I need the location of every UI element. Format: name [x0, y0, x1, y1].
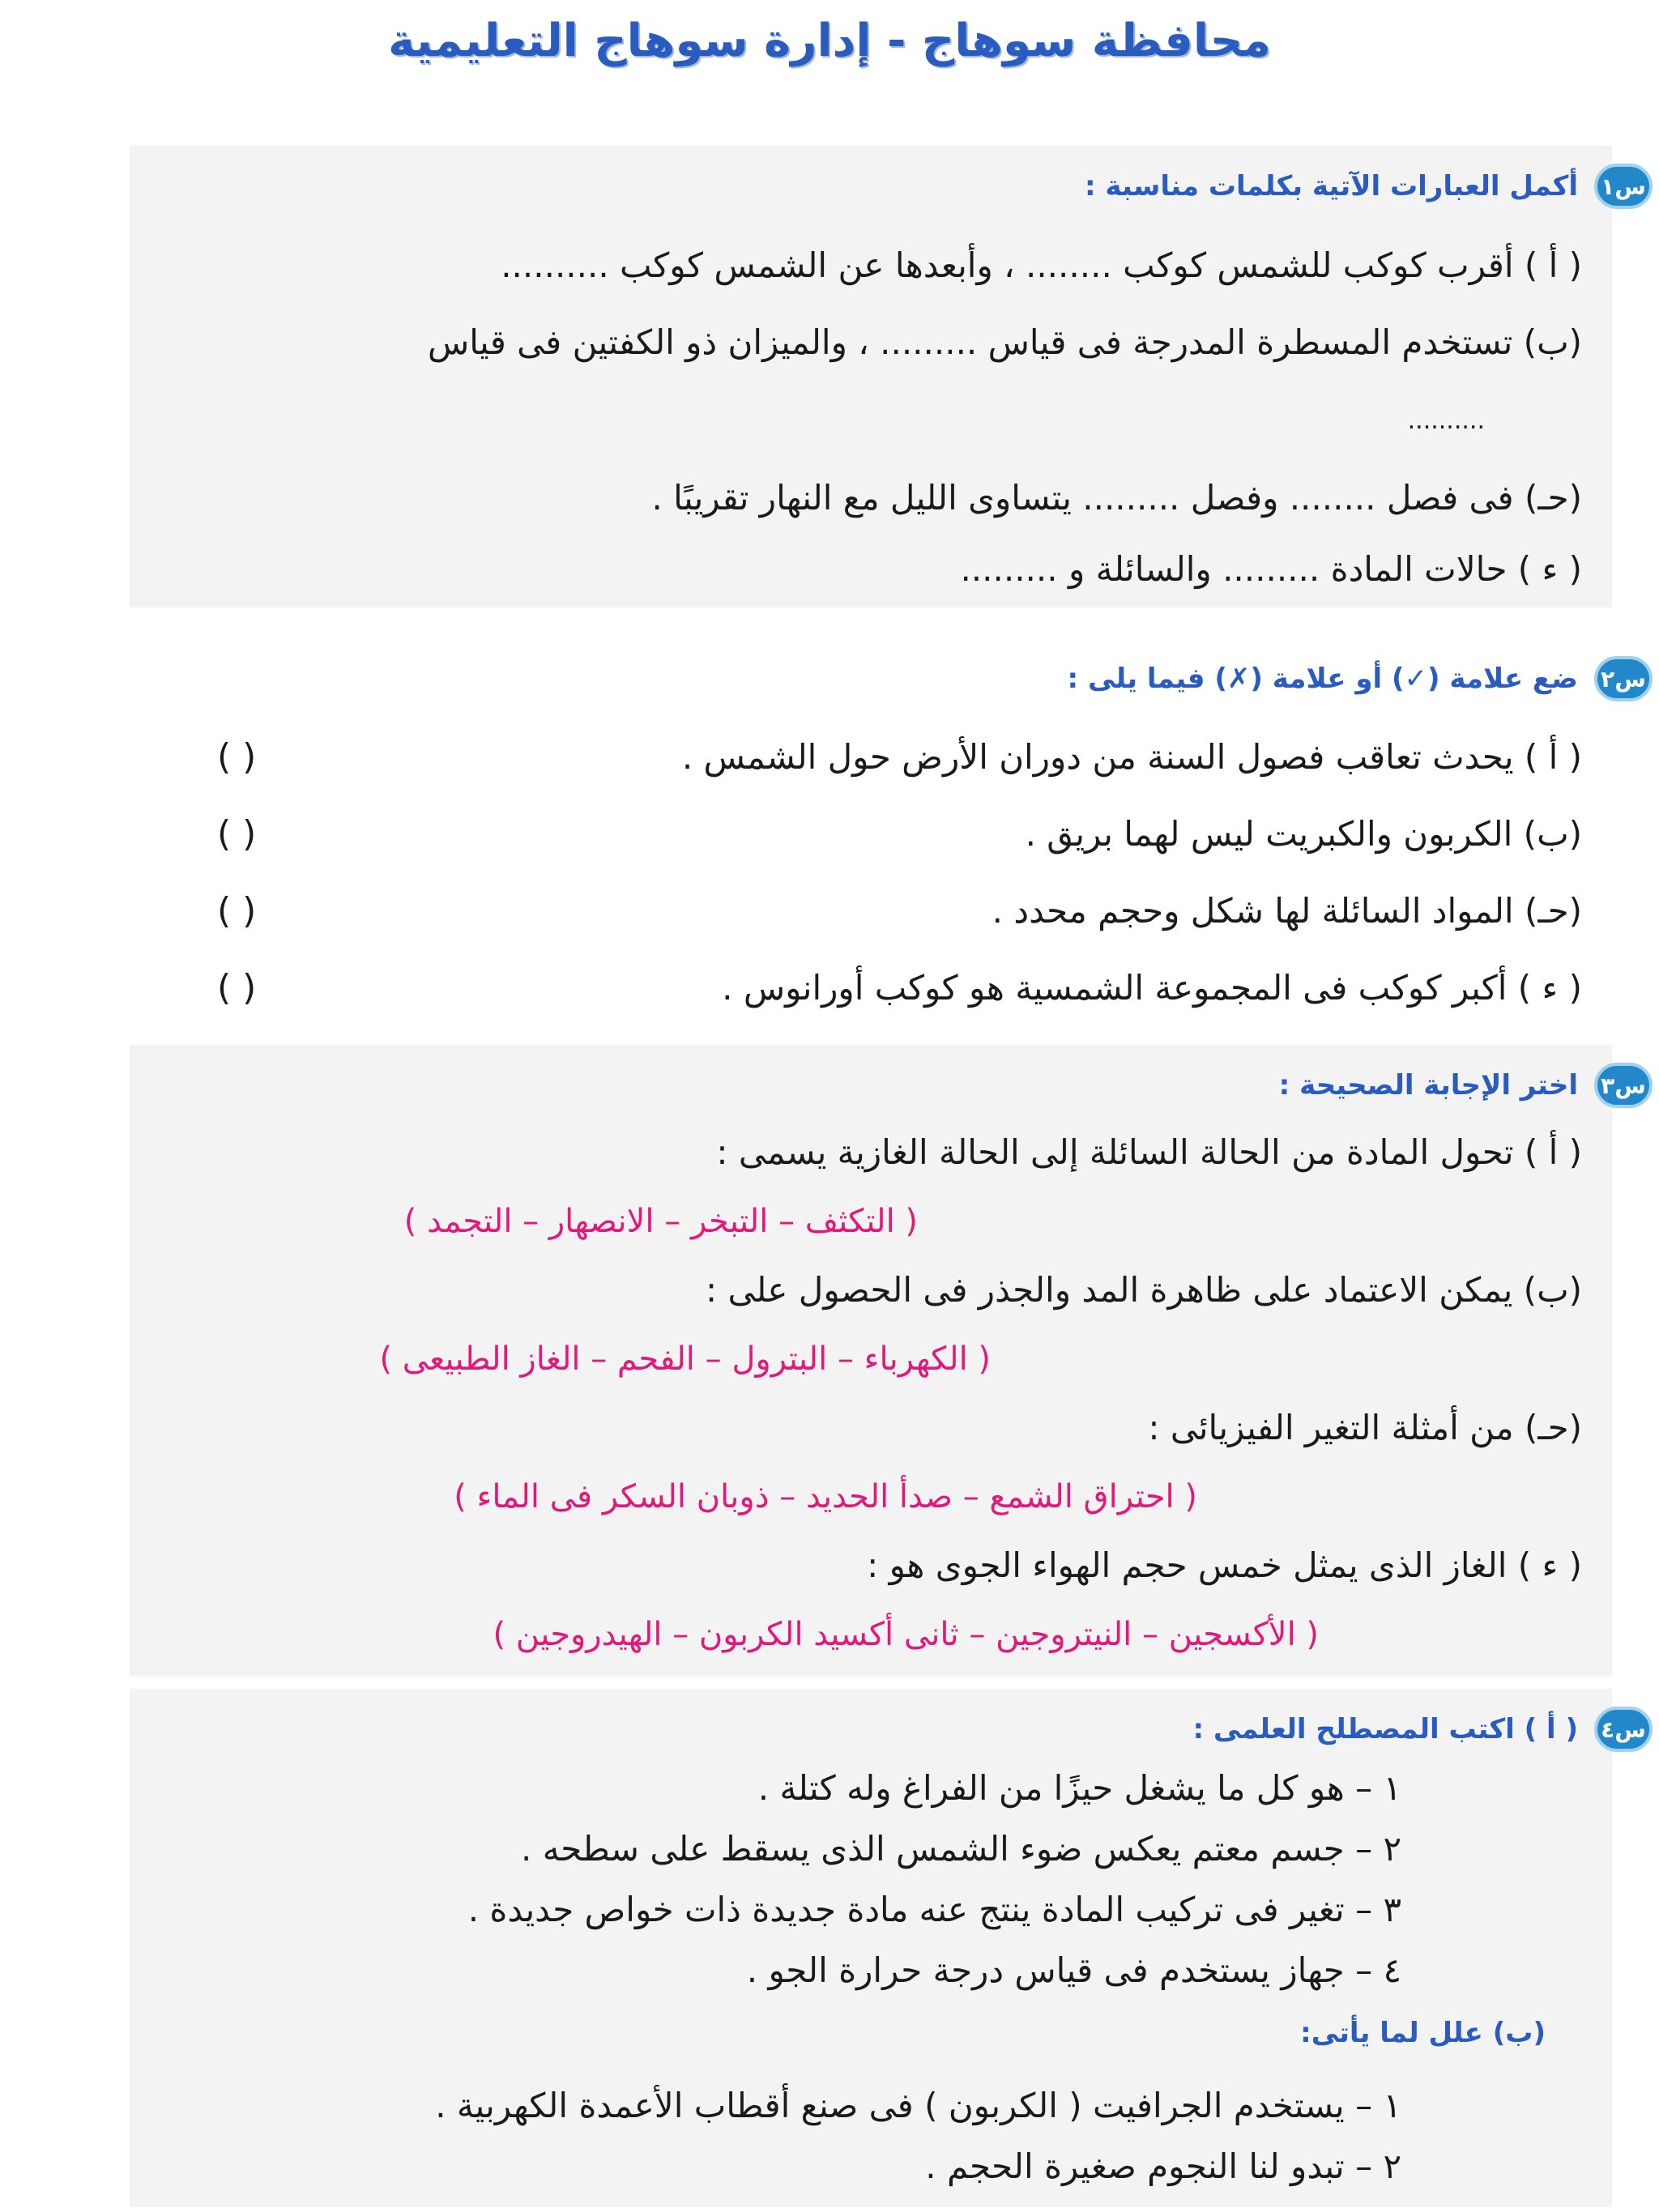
q3-badge: س٣: [1594, 1063, 1653, 1108]
q2-item-a: ( أ ) يحدث تعاقب فصول السنة من دوران الأرض حول الشمس .: [681, 737, 1582, 777]
q2-answer-box-a[interactable]: ( ): [217, 736, 257, 778]
q1-item-a: ( أ ) أقرب كوكب للشمس كوكب ........ ، وأبعدها عن الشمس كوكب ..........: [501, 245, 1582, 285]
q4-item-1: ١ – هو كل ما يشغل حيزًا من الفراغ وله كتلة .: [757, 1768, 1401, 1808]
q4-sub-title: (ب) علل لما يأتى:: [1300, 2017, 1546, 2049]
q4-item-3: ٣ – تغير فى تركيب المادة ينتج عنه مادة جديدة ذات خواص جديدة .: [467, 1890, 1401, 1929]
q1-panel: [130, 146, 1612, 607]
q2-item-c: (حـ) المواد السائلة لها شكل وحجم محدد .: [992, 891, 1582, 931]
q4-item-4: ٤ – جهاز يستخدم فى قياس درجة حرارة الجو .: [746, 1950, 1401, 1990]
q2-badge: س٢: [1594, 656, 1653, 701]
q3-item-b-choices: ( الكهرباء – البترول – الفحم – الغاز الطبيعى ): [379, 1340, 991, 1378]
q1-item-b: (ب) تستخدم المسطرة المدرجة فى قياس ......... ، والميزان ذو الكفتين فى قياس: [427, 322, 1582, 362]
q4-header: [1192, 1705, 1653, 1754]
q2-answer-box-d[interactable]: ( ): [217, 967, 257, 1008]
q1-item-c: (حـ) فى فصل ........ وفصل ......... يتساوى الليل مع النهار تقريبًا .: [651, 478, 1582, 518]
q4-sub-item-1: ١ – يستخدم الجرافيت ( الكربون ) فى صنع أقطاب الأعمدة الكهربية .: [435, 2086, 1401, 2125]
q1-badge: س١: [1594, 164, 1653, 209]
q4-sub-item-2: ٢ – تبدو لنا النجوم صغيرة الحجم .: [925, 2146, 1401, 2186]
q4-badge: س٤: [1594, 1707, 1653, 1752]
q4-item-2: ٢ – جسم معتم يعكس ضوء الشمس الذى يسقط على سطحه .: [521, 1829, 1401, 1869]
q3-header: [1279, 1061, 1653, 1110]
q2-header: [1068, 654, 1653, 703]
q1-item-d: ( ء ) حالات المادة ......... والسائلة و .........: [960, 549, 1582, 589]
q4-title: ( أ ) اكتب المصطلح العلمى :: [1192, 1713, 1578, 1745]
q3-item-c-stem: (حـ) من أمثلة التغير الفيزيائى :: [1148, 1408, 1582, 1447]
q3-item-a-stem: ( أ ) تحول المادة من الحالة السائلة إلى الحالة الغازية يسمى :: [716, 1132, 1582, 1172]
q2-item-b: (ب) الكربون والكبريت ليس لهما بريق .: [1025, 814, 1582, 854]
q2-answer-box-c[interactable]: ( ): [217, 890, 257, 931]
q3-item-c-choices: ( احتراق الشمع – صدأ الحديد – ذوبان السكر فى الماء ): [454, 1478, 1197, 1515]
q1-item-b-cont: ..........: [1407, 407, 1485, 435]
q3-item-a-choices: ( التكثف – التبخر – الانصهار – التجمد ): [403, 1203, 918, 1240]
q2-title: ضع علامة (✓) أو علامة (✗) فيما يلى :: [1067, 663, 1578, 695]
q1-header: [1085, 162, 1653, 211]
q1-title: أكمل العبارات الآتية بكلمات مناسبة :: [1084, 170, 1578, 202]
q2-answer-box-b[interactable]: ( ): [217, 813, 257, 855]
q2-item-d: ( ء ) أكبر كوكب فى المجموعة الشمسية هو كوكب أورانوس .: [722, 968, 1582, 1008]
q3-item-d-choices: ( الأكسجين – النيتروجين – ثانى أكسيد الكربون – الهيدروجين ): [493, 1616, 1319, 1653]
q3-item-b-stem: (ب) يمكن الاعتماد على ظاهرة المد والجذر فى الحصول على :: [705, 1270, 1582, 1310]
q3-item-d-stem: ( ء ) الغاز الذى يمثل خمس حجم الهواء الجوى هو :: [867, 1545, 1582, 1585]
q3-title: اختر الإجابة الصحيحة :: [1278, 1069, 1578, 1102]
page-title: محافظة سوهاج - إدارة سوهاج التعليمية: [388, 15, 1271, 67]
